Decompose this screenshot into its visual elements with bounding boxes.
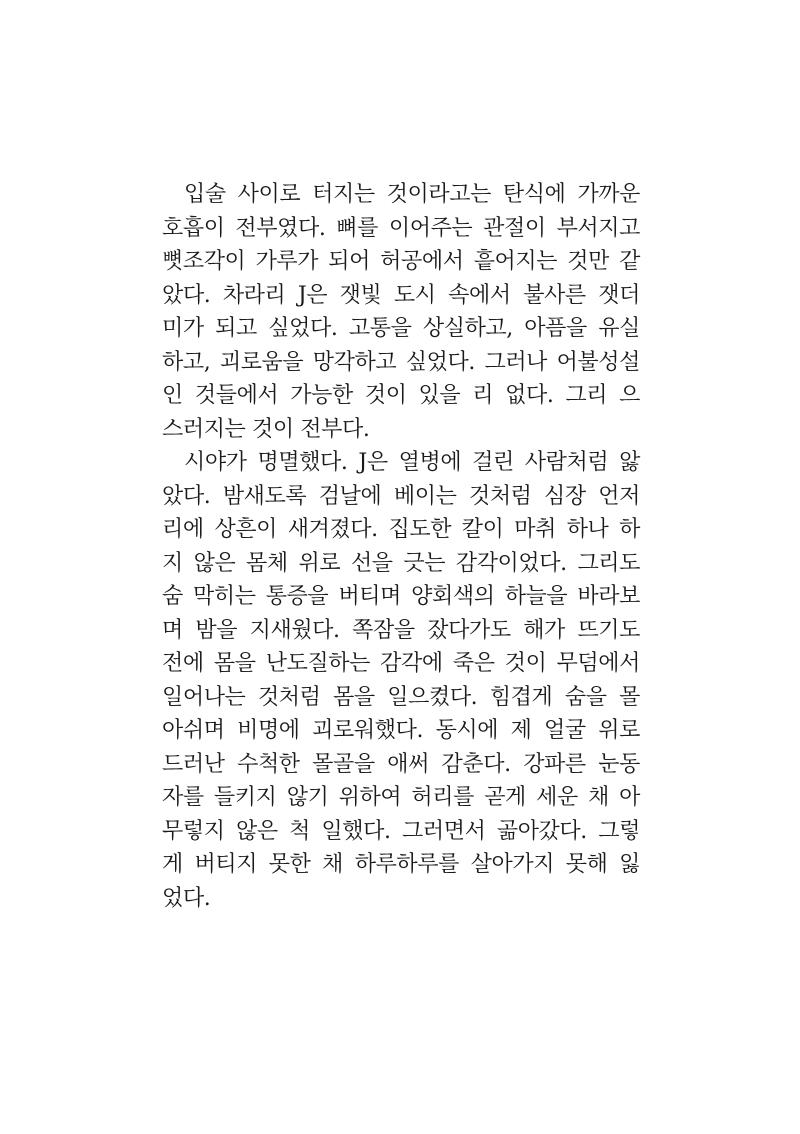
text-line: 입술 사이로 터지는 것이라고는 탄식에 가까운 (184, 182, 640, 207)
text-line: 드러난 수척한 몰골을 애써 감춘다. 강파른 눈동 (162, 751, 640, 777)
text-line: 뼛조각이 가루가 되어 허공에서 흩어지는 것만 같 (162, 249, 640, 274)
text-line: 았다. 차라리 J은 잿빛 도시 속에서 불사른 잿더 (162, 282, 640, 308)
text-line: 리에 상흔이 새겨졌다. 집도한 칼이 마취 하나 하 (162, 517, 640, 542)
text-line: 자를 들키지 않기 위하여 허리를 곧게 세운 채 아 (162, 785, 640, 810)
text-line: 무렇지 않은 척 일했다. 그러면서 곪아갔다. 그렇 (162, 818, 640, 844)
paragraph-2 (162, 446, 640, 915)
body-text (162, 178, 640, 915)
text-line: 아쉬며 비명에 괴로워했다. 동시에 제 얼굴 위로 (162, 718, 640, 743)
text-line: 일어나는 것처럼 몸을 일으켰다. 힘겹게 숨을 몰 (162, 684, 640, 710)
text-line: 며 밤을 지새웠다. 쪽잠을 잤다가도 해가 뜨기도 (162, 617, 640, 643)
text-line: 었다. (162, 885, 211, 911)
text-line: 하고, 괴로움을 망각하고 싶었다. 그러나 어불성설 (162, 349, 640, 375)
text-line: 인 것들에서 가능한 것이 있을 리 없다. 그리 으 (162, 383, 640, 408)
text-line: 스러지는 것이 전부다. (162, 416, 370, 442)
text-line: 게 버티지 못한 채 하루하루를 살아가지 못해 잃 (162, 852, 640, 877)
text-line: 호흡이 전부였다. 뼈를 이어주는 관절이 부서지고 (162, 215, 640, 241)
paragraph-1 (162, 178, 640, 446)
text-line: 시야가 명멸했다. J은 열병에 걸린 사람처럼 앓 (184, 450, 640, 475)
text-line: 숨 막히는 통증을 버티며 양회색의 하늘을 바라보 (162, 584, 640, 609)
text-line: 았다. 밤새도록 검날에 베이는 것처럼 심장 언저 (162, 483, 640, 509)
text-line: 지 않은 몸체 위로 선을 긋는 감각이었다. 그리도 (162, 550, 640, 576)
text-line: 미가 되고 싶었다. 고통을 상실하고, 아픔을 유실 (162, 316, 640, 341)
text-line: 전에 몸을 난도질하는 감각에 죽은 것이 무덤에서 (162, 651, 640, 676)
